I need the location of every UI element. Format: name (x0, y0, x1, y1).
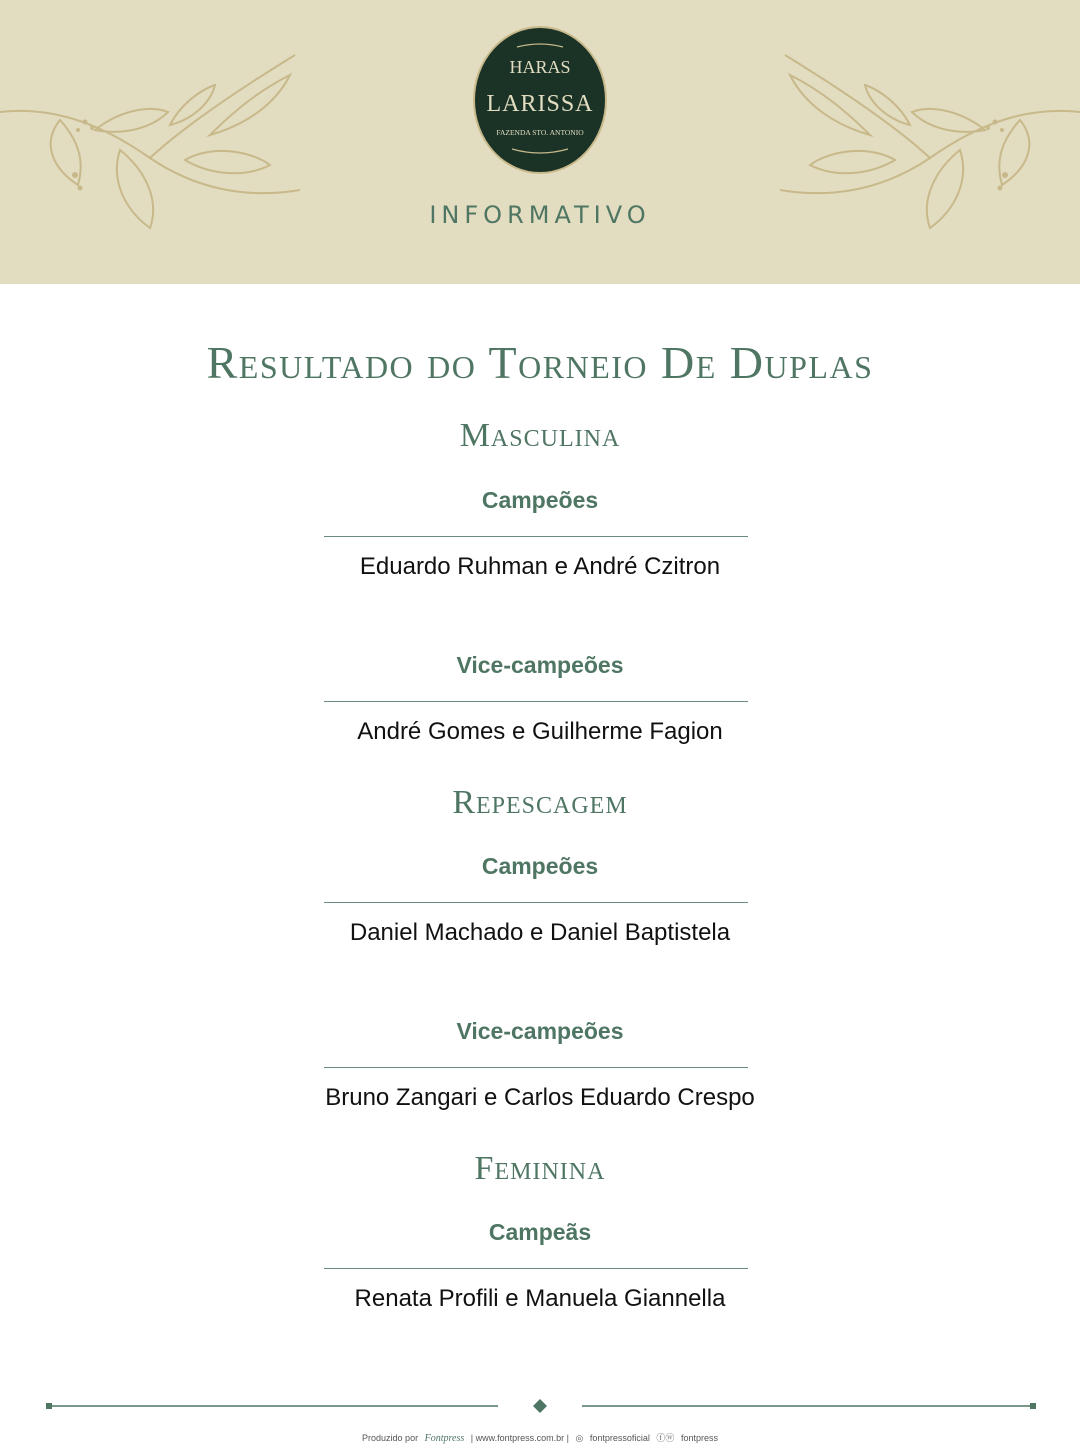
website-link[interactable]: | www.fontpress.com.br | (470, 1433, 569, 1443)
result-names: Eduardo Ruhman e André Czitron (359, 553, 721, 580)
svg-text:FAZENDA STO. ANTONIO: FAZENDA STO. ANTONIO (496, 128, 584, 137)
divider (324, 701, 748, 702)
footer-divider-ornament (46, 1396, 1036, 1416)
result-label: Vice-campeões (456, 652, 624, 678)
header-label: INFORMATIVO (429, 201, 651, 229)
result-label: Campeões (481, 487, 599, 513)
divider (324, 902, 748, 903)
social-handle[interactable]: fontpress (680, 1433, 718, 1443)
divider (324, 536, 748, 537)
result-label: Campeões (481, 853, 599, 879)
page-title: Resultado do Torneio De Duplas (206, 337, 874, 388)
category-masculina: Masculina (459, 417, 621, 454)
svg-text:LARISSA: LARISSA (486, 91, 594, 117)
result-names: Bruno Zangari e Carlos Eduardo Crespo (325, 1084, 755, 1111)
svg-text:HARAS: HARAS (509, 57, 571, 77)
result-names: André Gomes e Guilherme Fagion (357, 718, 723, 745)
result-label: Vice-campeões (456, 1018, 624, 1044)
divider (324, 1067, 748, 1068)
instagram-icon: ◎ (575, 1433, 584, 1443)
diamond-icon (533, 1399, 547, 1413)
result-names: Renata Profili e Manuela Giannella (354, 1285, 726, 1312)
category-repescagem: Repescagem (452, 784, 628, 821)
header-banner (0, 0, 1080, 284)
divider (324, 1268, 748, 1269)
result-label: Campeãs (488, 1219, 592, 1245)
social-icons: ⓕⓦ (656, 1433, 675, 1443)
fontpress-logo: Fontpress (424, 1433, 465, 1444)
result-names: Daniel Machado e Daniel Baptistela (349, 919, 731, 946)
haras-larissa-logo (472, 25, 608, 175)
category-feminina: Feminina (474, 1150, 606, 1187)
produced-by-label: Produzido por (362, 1433, 419, 1443)
instagram-handle[interactable]: fontpressoficial (589, 1433, 650, 1443)
footer-credits (0, 1431, 1080, 1444)
